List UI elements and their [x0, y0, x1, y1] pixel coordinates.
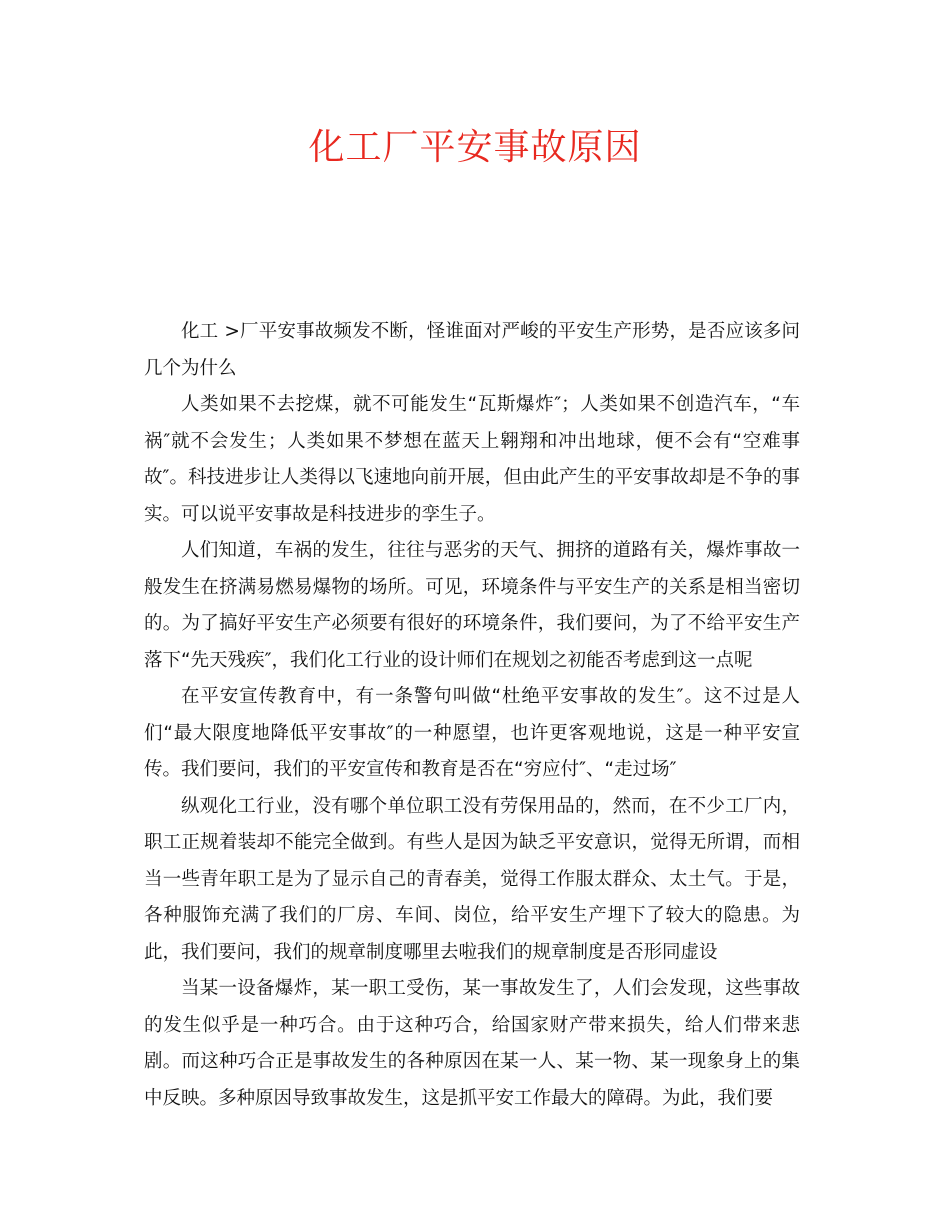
paragraph: 化工 >厂平安事故频发不断，怪谁面对严峻的平安生产形势，是否应该多问几个为什么 [144, 321, 800, 379]
paragraph: 当某一设备爆炸，某一职工受伤，某一事故发生了，人们会发现，这些事故的发生似乎是一种巧合。由于这种巧合，给国家财产带来损失，给人们带来悲剧。而这种巧合正是事故发生的各种原因在某一人、某一物、某一现象身上的集中反映。多种原因导致事故发生，这是抓平安工作最大的障碍。为此，我们要 [144, 978, 800, 1109]
document-body [144, 314, 800, 1117]
paragraph: 在平安宣传教育中，有一条警句叫做“杜绝平安事故的发生″。这不过是人们“最大限度地降低平安事故″的一种愿望，也许更客观地说，这是一种平安宣传。我们要问，我们的平安宣传和教育是否在“穷应付″、“走过场″ [144, 686, 800, 780]
paragraph: 纵观化工行业，没有哪个单位职工没有劳保用品的，然而，在不少工厂内，职工正规着装却不能完全做到。有些人是因为缺乏平安意识，觉得无所谓，而相当一些青年职工是为了显示自己的青春美，觉得工作服太群众、太土气。于是，各种服饰充满了我们的厂房、车间、岗位，给平安生产埋下了较大的隐患。为此，我们要问，我们的规章制度哪里去啦我们的规章制度是否形同虚设 [144, 795, 800, 963]
paragraph: 人类如果不去挖煤，就不可能发生“瓦斯爆炸″；人类如果不创造汽车，“车祸″就不会发生；人类如果不梦想在蓝天上翱翔和冲出地球，便不会有“空难事故″。科技进步让人类得以飞速地向前开展，但由此产生的平安事故却是不争的事实。可以说平安事故是科技进步的孪生子。 [144, 394, 800, 525]
document-title: 化工厂平安事故原因 [308, 127, 642, 168]
paragraph: 人们知道，车祸的发生，往往与恶劣的天气、拥挤的道路有关，爆炸事故一般发生在挤满易燃易爆物的场所。可见，环境条件与平安生产的关系是相当密切的。为了搞好平安生产必须要有很好的环境条件，我们要问，为了不给平安生产落下“先天残疾″，我们化工行业的设计师们在规划之初能否考虑到这一点呢 [144, 540, 800, 671]
